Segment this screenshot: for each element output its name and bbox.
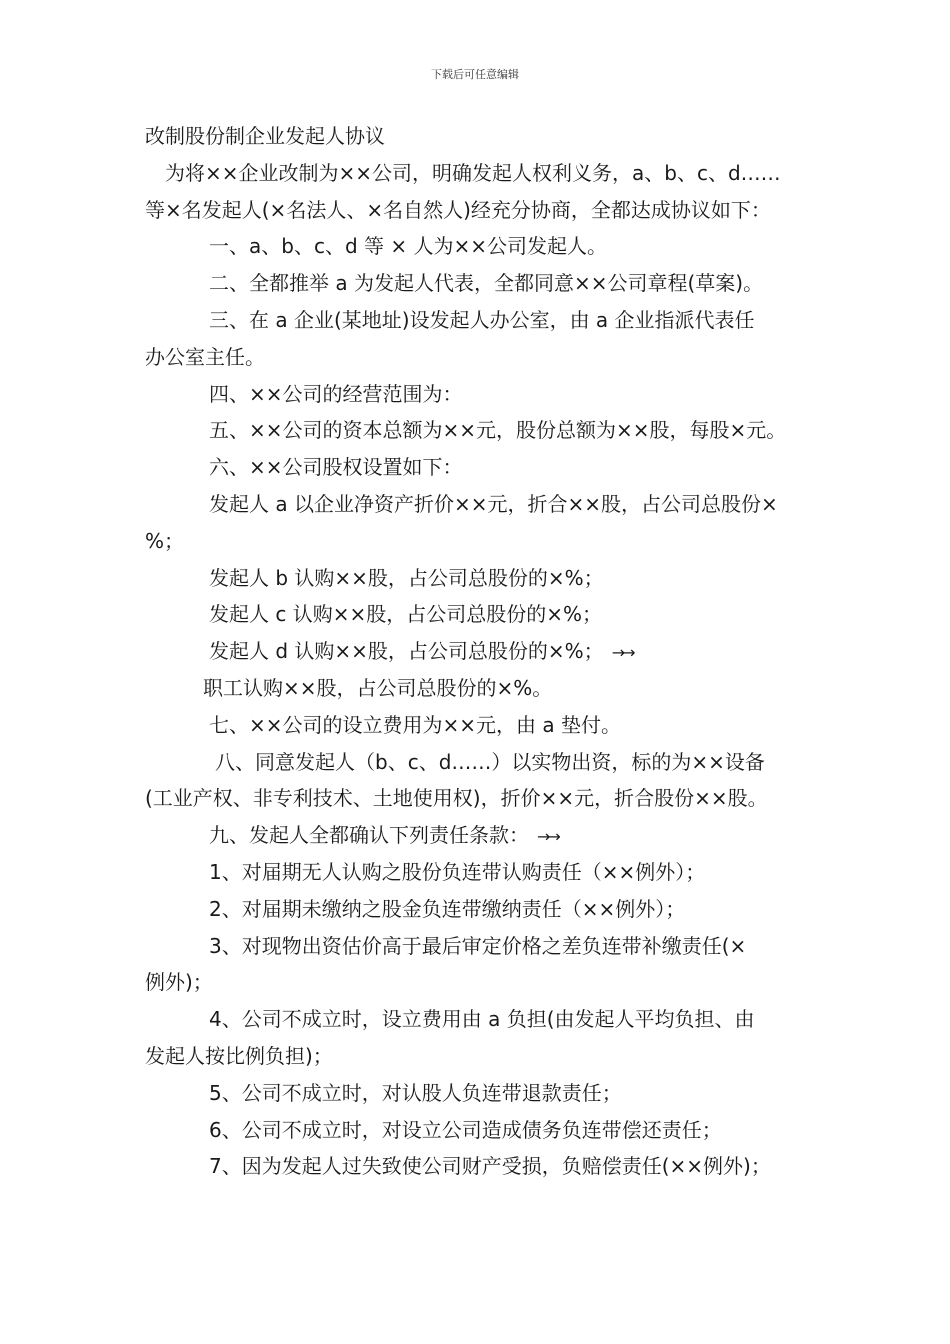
- line-text: 九、发起人全都确认下列责任条款：: [209, 823, 529, 848]
- paragraph-line-with-arrow: [145, 633, 813, 670]
- paragraph-line: 五、××公司的资本总额为××元，股份总额为××股，每股×元。: [209, 418, 787, 443]
- paragraph-line: 1、对届期无人认购之股份负连带认购责任（××例外）；: [209, 859, 706, 884]
- paragraph-line: 七、××公司的设立费用为××元，由 a 垫付。: [209, 712, 622, 737]
- page-header: 下载后可任意编辑: [431, 68, 519, 81]
- paragraph-line: 发起人 c 认购××股，占公司总股份的×%；: [209, 602, 602, 627]
- paragraph-line: 发起人 b 认购××股，占公司总股份的×%；: [209, 565, 604, 590]
- arrow-icon: →→: [611, 643, 633, 663]
- paragraph-line: 2、对届期未缴纳之股金负连带缴纳责任（××例外）；: [209, 896, 686, 921]
- paragraph-line: (工业产权、非专利技术、土地使用权)，折价××元，折合股份××股。: [145, 786, 768, 811]
- paragraph-line: 4、公司不成立时，设立费用由 a 负担(由发起人平均负担、由: [209, 1007, 755, 1032]
- arrow-icon: →→: [537, 827, 558, 847]
- line-text: 发起人 d 认购××股，占公司总股份的×%；: [209, 639, 604, 664]
- document-title: 改制股份制企业发起人协议: [145, 124, 385, 148]
- paragraph-line: 一、a、b、c、d 等 × 人为××公司发起人。: [209, 234, 607, 259]
- paragraph-line: 例外)；: [145, 970, 213, 995]
- paragraph-line: 六、××公司股权设置如下：: [209, 455, 463, 480]
- paragraph-line: 办公室主任。: [145, 344, 265, 369]
- paragraph-line: 5、公司不成立时，对认股人负连带退款责任；: [209, 1080, 622, 1105]
- paragraph-line: 发起人按比例负担)；: [145, 1043, 333, 1068]
- paragraph-line: 等×名发起人(×名法人、×名自然人)经充分协商，全都达成协议如下：: [145, 197, 771, 222]
- paragraph-line: 职工认购××股，占公司总股份的×%。: [203, 675, 553, 700]
- paragraph-line: 7、因为发起人过失致使公司财产受损，负赔偿责任(××例外)；: [209, 1154, 771, 1179]
- paragraph-line: 发起人 a 以企业净资产折价××元，折合××股，占公司总股份×: [209, 491, 778, 516]
- paragraph-line: 八、同意发起人（b、c、d……）以实物出资，标的为××设备: [215, 749, 765, 774]
- paragraph-line: 二、全都推举 a 为发起人代表，全都同意××公司章程(草案)。: [209, 271, 764, 296]
- paragraph-line: 三、在 a 企业(某地址)设发起人办公室，由 a 企业指派代表任: [209, 307, 755, 332]
- paragraph-line: 为将××企业改制为××公司，明确发起人权利义务，a、b、c、d……: [165, 160, 781, 185]
- paragraph-line: 四、××公司的经营范围为：: [209, 381, 463, 406]
- paragraph-line: 6、公司不成立时，对设立公司造成债务负连带偿还责任；: [209, 1117, 722, 1142]
- paragraph-line: 3、对现物出资估价高于最后审定价格之差负连带补缴责任(×: [209, 933, 747, 958]
- paragraph-line-with-arrow: [145, 817, 813, 854]
- paragraph-line: %；: [145, 528, 185, 553]
- document-body: [145, 118, 813, 1185]
